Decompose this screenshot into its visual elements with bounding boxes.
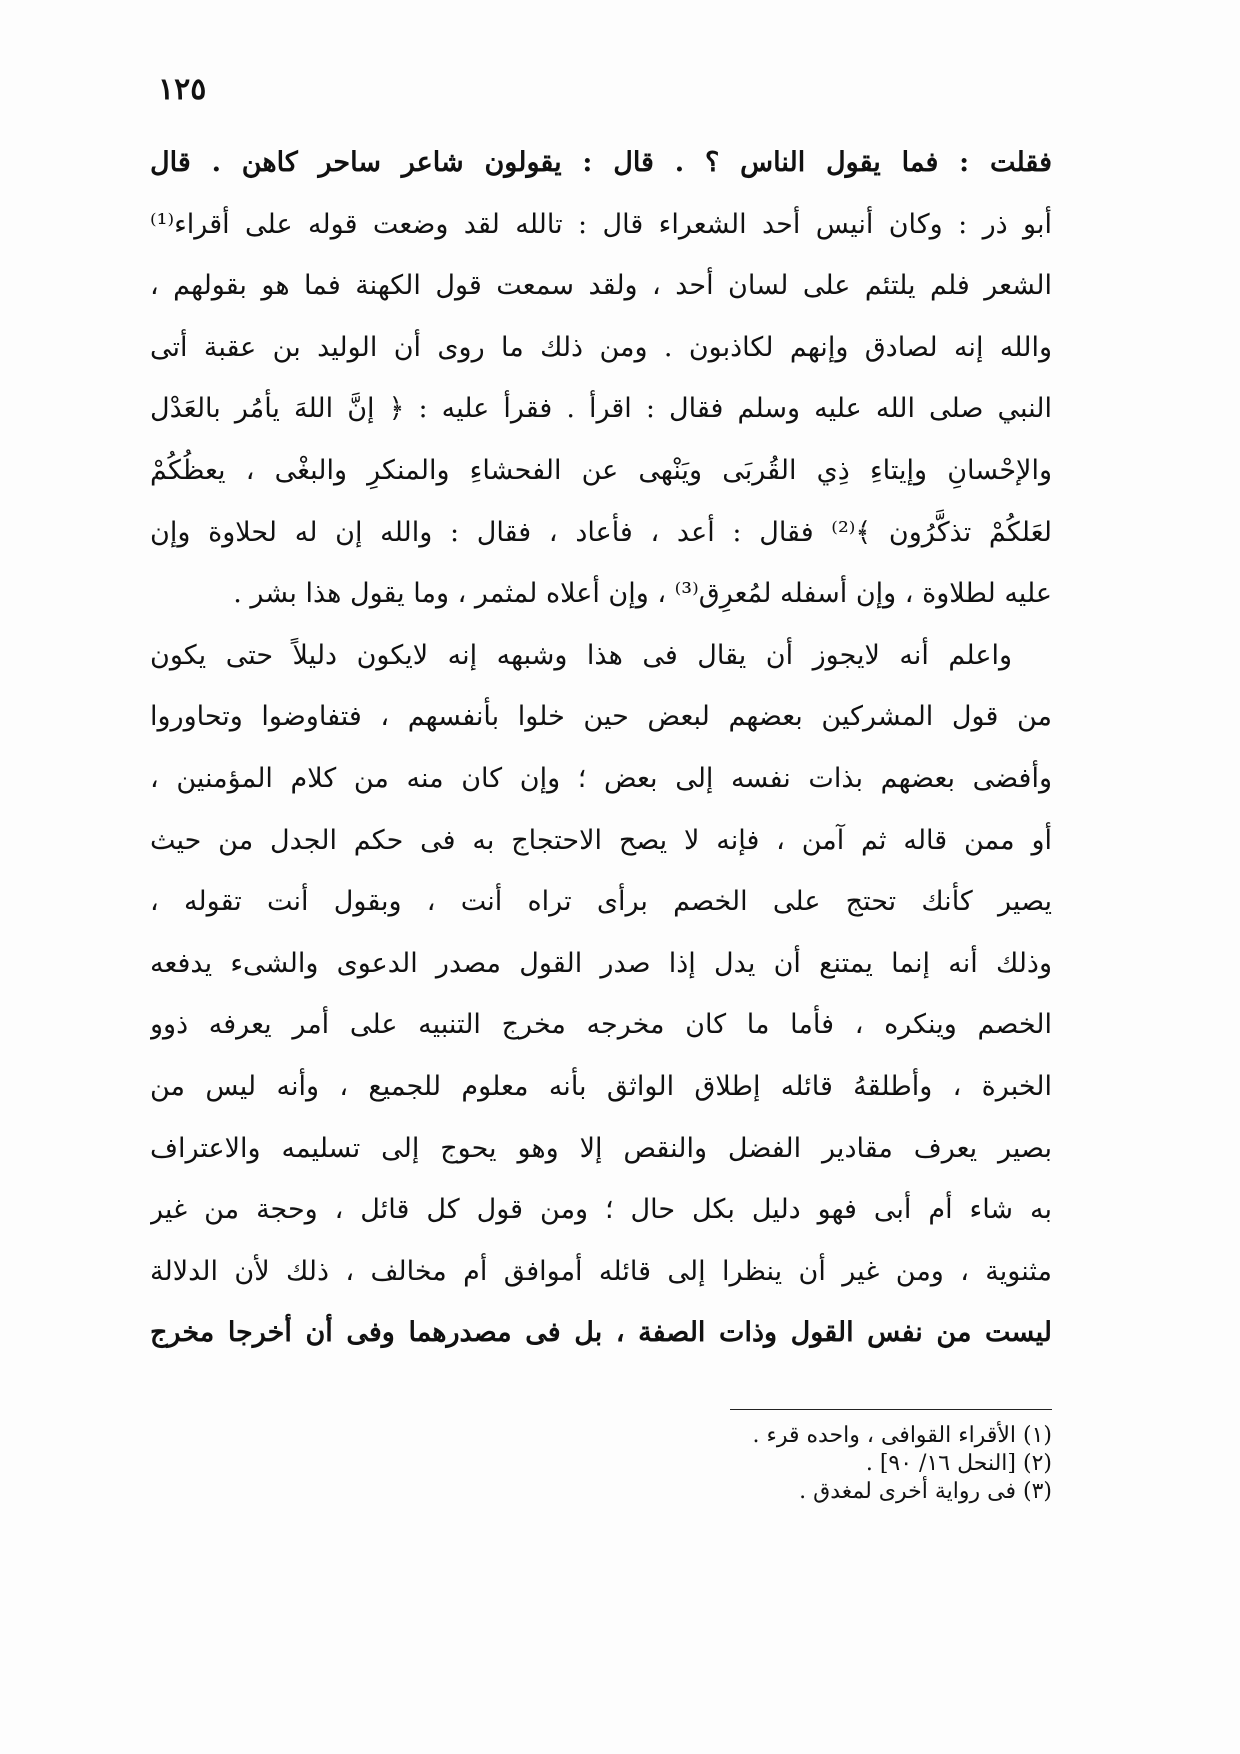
text-line: واعلم أنه لايجوز أن يقال فى هذا وشبهه إنه لايكون دليلاً حتى يكون [150, 639, 1012, 671]
text-line: والله إنه لصادق وإنهم لكاذبون . ومن ذلك ما روى أن الوليد بن عقبة أتى [150, 331, 1052, 363]
footnotes [600, 1422, 1052, 1506]
text-line: بصير يعرف مقادير الفضل والنقص إلا وهو يحوج إلى تسليمه والاعتراف [150, 1132, 1052, 1164]
text-line: الشعر فلم يلتئم على لسان أحد ، ولقد سمعت قول الكهنة فما هو بقولهم ، [150, 270, 1052, 302]
footnote-separator [730, 1409, 1052, 1410]
text-line: عليه لطلاوة ، وإن أسفله لمُعرِق⁽³⁾ ، وإن أعلاه لمثمر ، وما يقول هذا بشر . [233, 578, 1052, 610]
text-line: وأفضى بعضهم بذات نفسه إلى بعض ؛ وإن كان منه من كلام المؤمنين ، [150, 762, 1052, 794]
text-line: يصير كأنك تحتج على الخصم برأى تراه أنت ، وبقول أنت تقوله ، [150, 886, 1052, 918]
text-line: مثنوية ، ومن غير أن ينظرا إلى قائله أموافق أم مخالف ، ذلك لأن الدلالة [150, 1255, 1052, 1287]
text-line: الخبرة ، وأطلقهُ قائله إطلاق الواثق بأنه معلوم للجميع ، وأنه ليس من [150, 1070, 1052, 1102]
footnote: (٢) [النحل ١٦/ ٩٠] . [865, 1451, 1052, 1476]
text-line: به شاء أم أبى فهو دليل بكل حال ؛ ومن قول كل قائل ، وحجة من غير [150, 1194, 1052, 1226]
text-line: أو ممن قاله ثم آمن ، فإنه لا يصح الاحتجاج به فى حكم الجدل من حيث [150, 824, 1052, 856]
page-number: ١٢٥ [158, 72, 207, 107]
footnote: (٣) فى رواية أخرى لمغدق . [799, 1479, 1052, 1504]
text-line: ليست من نفس القول وذات الصفة ، بل فى مصدرهما وفى أن أخرجا مخرج [150, 1317, 1052, 1349]
text-line: النبي صلى الله عليه وسلم فقال : اقرأ . فقرأ عليه : ﴿ إنَّ اللهَ يأمُر بالعَدْل [150, 393, 1052, 425]
body-text [150, 132, 1052, 1364]
text-line: فقلت : فما يقول الناس ؟ . قال : يقولون شاعر ساحر كاهن . قال [150, 147, 1052, 178]
text-line: أبو ذر : وكان أنيس أحد الشعراء قال : تالله لقد وضعت قوله على أقراء⁽¹⁾ [150, 208, 1052, 240]
text-line: من قول المشركين بعضهم لبعض حين خلوا بأنفسهم ، فتفاوضوا وتحاوروا [150, 701, 1052, 733]
footnote: (١) الأقراء القوافى ، واحده قرء . [752, 1423, 1052, 1448]
text-line: الخصم وينكره ، فأما ما كان مخرجه مخرج التنبيه على أمر يعرفه ذوو [150, 1009, 1052, 1041]
text-line: لعَلكُمْ تذكَّرُون ﴾⁽²⁾ فقال : أعد ، فأعاد ، فقال : والله إن له لحلاوة وإن [150, 516, 1052, 548]
text-line: وذلك أنه إنما يمتنع أن يدل إذا صدر القول مصدر الدعوى والشىء يدفعه [150, 947, 1052, 979]
text-line: والإحْسانِ وإيتاءِ ذِي القُربَى ويَنْهى عن الفحشاءِ والمنكرِ والبغْى ، يعظُكُمْ [150, 454, 1052, 486]
